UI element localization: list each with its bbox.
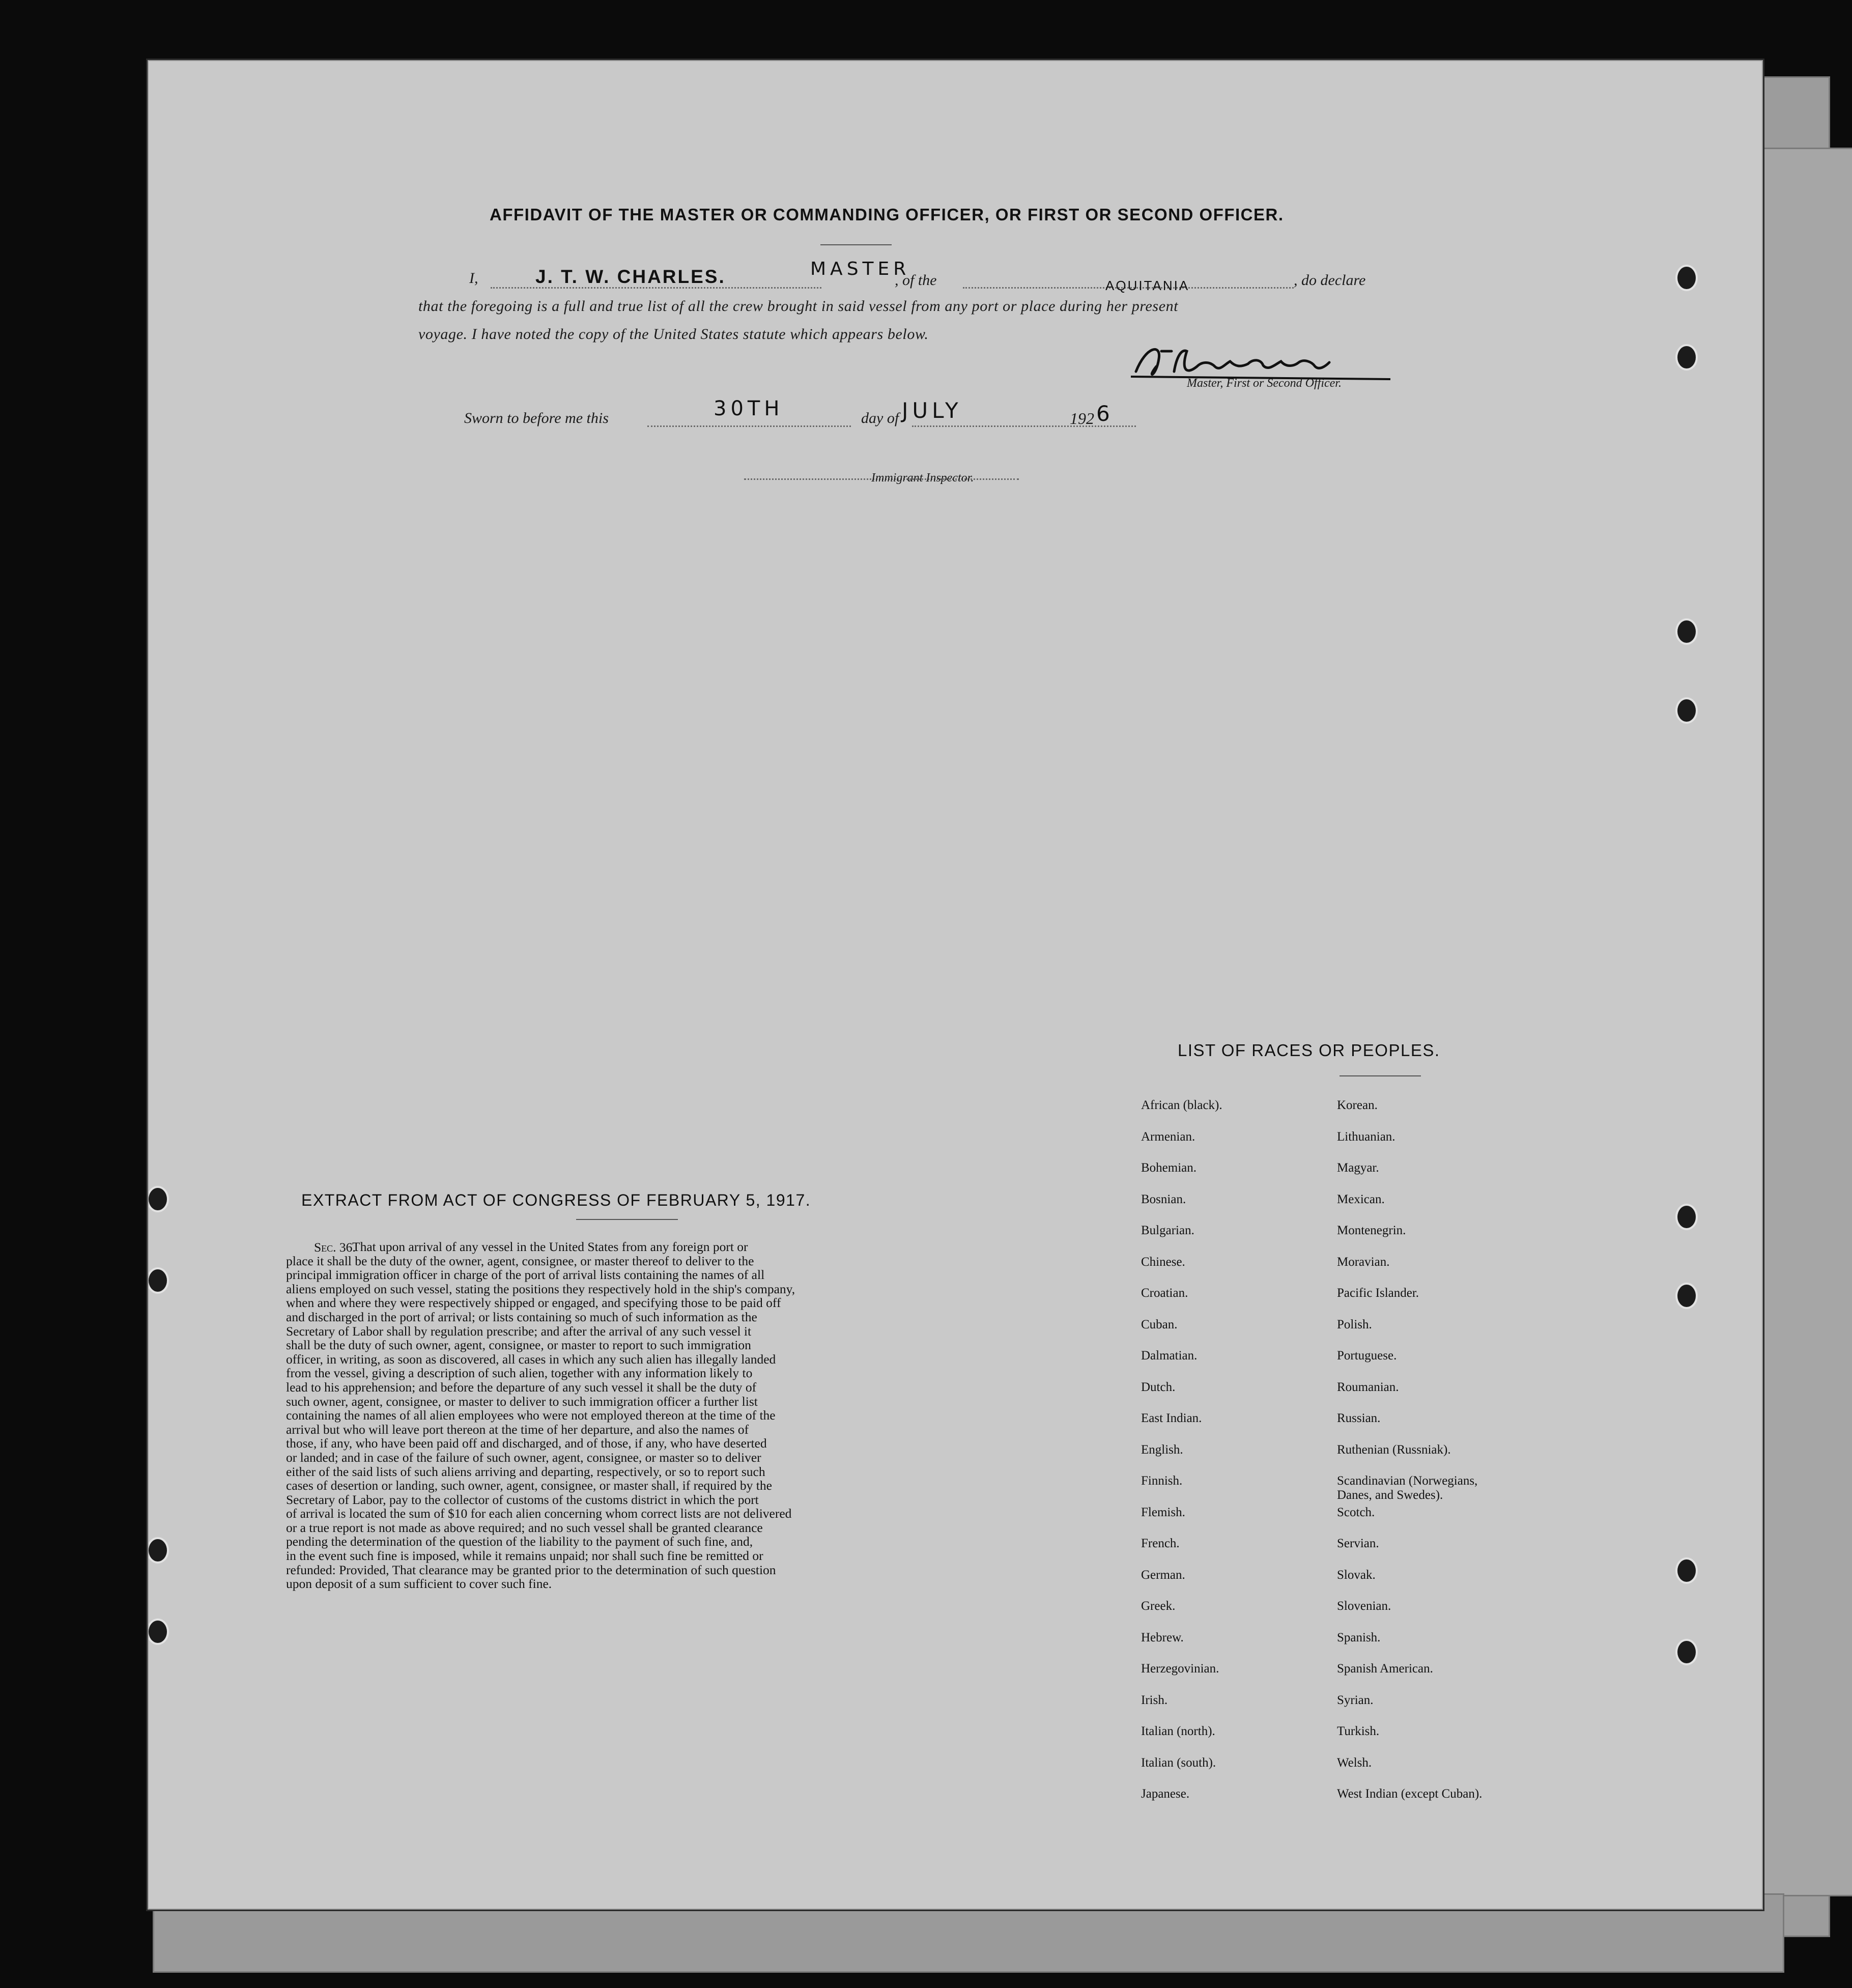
race-item: Russian. [1337,1411,1381,1425]
races-heading-rule [1340,1075,1421,1076]
extract-line: those, if any, who have been paid off and discharged, and of those, if any, who have deserted [286,1436,767,1451]
extract-line: Secretary of Labor, pay to the collector of customs of the customs district in which the port [286,1492,759,1507]
race-item: Spanish American. [1337,1662,1433,1675]
race-item: Dutch. [1141,1380,1176,1394]
punch-hole [1675,1283,1698,1309]
extract-line: Secretary of Labor shall by regulation prescribe; and after the arrival of any such vessel it [286,1323,752,1339]
extract-line: place it shall be the duty of the owner, agent, consignee, or master thereof to deliver to the [286,1253,754,1268]
race-item: Bosnian. [1141,1192,1186,1206]
race-item: Italian (south). [1141,1755,1216,1770]
race-item: Korean. [1337,1098,1378,1112]
race-item: German. [1141,1568,1185,1582]
extract-line: and discharged in the port of arrival; or lists containing so much of such information as the [286,1309,757,1324]
punch-hole [148,1186,169,1212]
race-item: Portuguese. [1337,1349,1397,1362]
race-item: Montenegrin. [1337,1224,1406,1237]
race-item: Dalmatian. [1141,1349,1198,1362]
signature-caption: Master, First or Second Officer. [1187,377,1342,390]
sworn-day-line [647,425,851,427]
underlying-sheet [1751,148,1852,1896]
sworn-year-printed: 192 [1070,409,1094,428]
race-item: Bulgarian. [1141,1224,1194,1237]
punch-hole [1675,1557,1698,1584]
race-item: Cuban. [1141,1317,1178,1331]
extract-line: containing the names of all alien employees who were not employed thereon at the time of the [286,1408,776,1423]
extract-line: pending the determination of the question of the liability to the payment of such fine, and, [286,1534,753,1549]
sworn-year-hand: 6 [1096,401,1114,426]
extract-line: aliens employed on such vessel, stating the positions they respectively hold in the ship's company, [286,1281,795,1296]
inspector-caption: Immigrant Inspector. [871,471,974,485]
race-item: Bohemian. [1141,1161,1197,1175]
pronoun-text: I, [469,270,478,287]
race-item: Hebrew. [1141,1630,1184,1644]
extract-body [286,1240,1021,1591]
sworn-month: JULY [902,398,962,423]
race-item: Finnish. [1141,1474,1183,1488]
race-item: Scandinavian (Norwegians, Danes, and Swedes). [1337,1474,1478,1502]
of-the-text: , of the [895,272,937,289]
affidavit-line-2: that the foregoing is a full and true list of all the crew brought in said vessel from any port or place during her present [418,298,1179,315]
race-item: Chinese. [1141,1255,1185,1269]
affidavit-line-3: voyage. I have noted the copy of the United States statute which appears below. [418,326,929,343]
affidavit-heading: AFFIDAVIT OF THE MASTER OR COMMANDING OFFICER, OR FIRST OR SECOND OFFICER. [490,205,1284,224]
race-item: Greek. [1141,1599,1176,1613]
race-item: Lithuanian. [1337,1129,1395,1144]
extract-section-label: Sec. 36. [314,1240,356,1255]
punch-hole [1675,618,1698,645]
race-item: Scotch. [1337,1505,1375,1519]
race-item: African (black). [1141,1098,1222,1112]
race-item: Spanish. [1337,1630,1381,1644]
race-item: Magyar. [1337,1161,1379,1175]
race-item: Moravian. [1337,1255,1390,1269]
race-item: Polish. [1337,1317,1372,1331]
race-item: Japanese. [1141,1787,1190,1801]
punch-hole [1675,697,1698,724]
extract-line: when and where they were respectively shipped or engaged, and specifying those to be paid off [286,1295,781,1311]
extract-line: lead to his apprehension; and before the departure of any such vessel it shall be the duty of [286,1379,757,1395]
race-item: Slovenian. [1337,1599,1391,1613]
extract-line: officer, in writing, as soon as discovered, all cases in which any such alien has illegally landed [286,1351,776,1367]
extract-line: principal immigration officer in charge of the port of arrival lists containing the names of all [286,1267,765,1283]
extract-line: or a true report is not made as above required; and no such vessel shall be granted clearance [286,1520,763,1535]
race-item: Croatian. [1141,1286,1188,1300]
extract-line: from the vessel, giving a description of such alien, together with any information likely to [286,1366,753,1381]
manifest-page [148,60,1763,1910]
extract-line: in the event such fine is imposed, while it remains unpaid; nor shall such fine be remitted or [286,1548,763,1564]
race-item: Syrian. [1337,1693,1374,1707]
vessel-name: AQUITANIA [1105,278,1190,293]
punch-hole [1675,1204,1698,1230]
punch-hole [1675,344,1698,371]
extract-line: such owner, agent, consignee, or master to deliver to such immigration officer a further list [286,1394,758,1409]
race-item: Slovak. [1337,1568,1376,1582]
race-item: Flemish. [1141,1505,1185,1519]
races-heading: LIST OF RACES OR PEOPLES. [1178,1041,1440,1060]
heading-rule [820,244,892,245]
extract-heading: EXTRACT FROM ACT OF CONGRESS OF FEBRUARY 5, 1917. [301,1191,811,1209]
extract-line: refunded: Provided, That clearance may be granted prior to the determination of such question [286,1562,776,1577]
extract-line: arrival but who will leave port thereon at the time of her departure, and also the names of [286,1422,749,1437]
day-of-text: day of [861,410,899,427]
extract-line: That upon arrival of any vessel in the United States from any foreign port or [352,1239,748,1254]
do-declare-text: , do declare [1294,272,1366,289]
race-item: French. [1141,1537,1180,1550]
officer-name: J. T. W. CHARLES. [535,266,726,287]
extract-heading-rule [576,1219,678,1220]
punch-hole [148,1537,169,1564]
punch-hole [148,1267,169,1294]
race-item: West Indian (except Cuban). [1337,1787,1483,1801]
race-item: Welsh. [1337,1755,1372,1770]
sworn-day: 30TH [714,397,784,420]
extract-line: upon deposit of a sum sufficient to cover such fine. [286,1576,552,1592]
race-item: Italian (north). [1141,1724,1215,1738]
race-item: East Indian. [1141,1411,1202,1425]
punch-hole [1675,1639,1698,1665]
race-item: Mexican. [1337,1192,1385,1206]
punch-hole [1675,265,1698,291]
extract-line: shall be the duty of such owner, agent, consignee, or master to report to such immigration [286,1338,751,1353]
extract-line: either of the said lists of such aliens arriving and departing, respectively, or so to report such [286,1464,765,1479]
officer-rank: MASTER [810,259,910,279]
sworn-prefix: Sworn to before me this [464,410,609,427]
race-item: Ruthenian (Russniak). [1337,1442,1451,1457]
extract-line: or landed; and in case of the failure of such owner, agent, consignee, or master so to deliver [286,1450,761,1465]
race-item: Irish. [1141,1693,1168,1707]
race-item: Servian. [1337,1537,1379,1550]
race-item: English. [1141,1442,1183,1457]
race-item: Roumanian. [1337,1380,1399,1394]
extract-line: cases of desertion or landing, such owner, agent, consignee, or master shall, if required by the [286,1478,772,1493]
punch-hole [148,1618,169,1645]
race-item: Armenian. [1141,1129,1195,1144]
race-item: Pacific Islander. [1337,1286,1419,1300]
extract-line: of arrival is located the sum of $10 for each alien concerning whom correct lists are not delivered [286,1506,792,1521]
race-item: Herzegovinian. [1141,1662,1219,1675]
race-item: Turkish. [1337,1724,1380,1738]
